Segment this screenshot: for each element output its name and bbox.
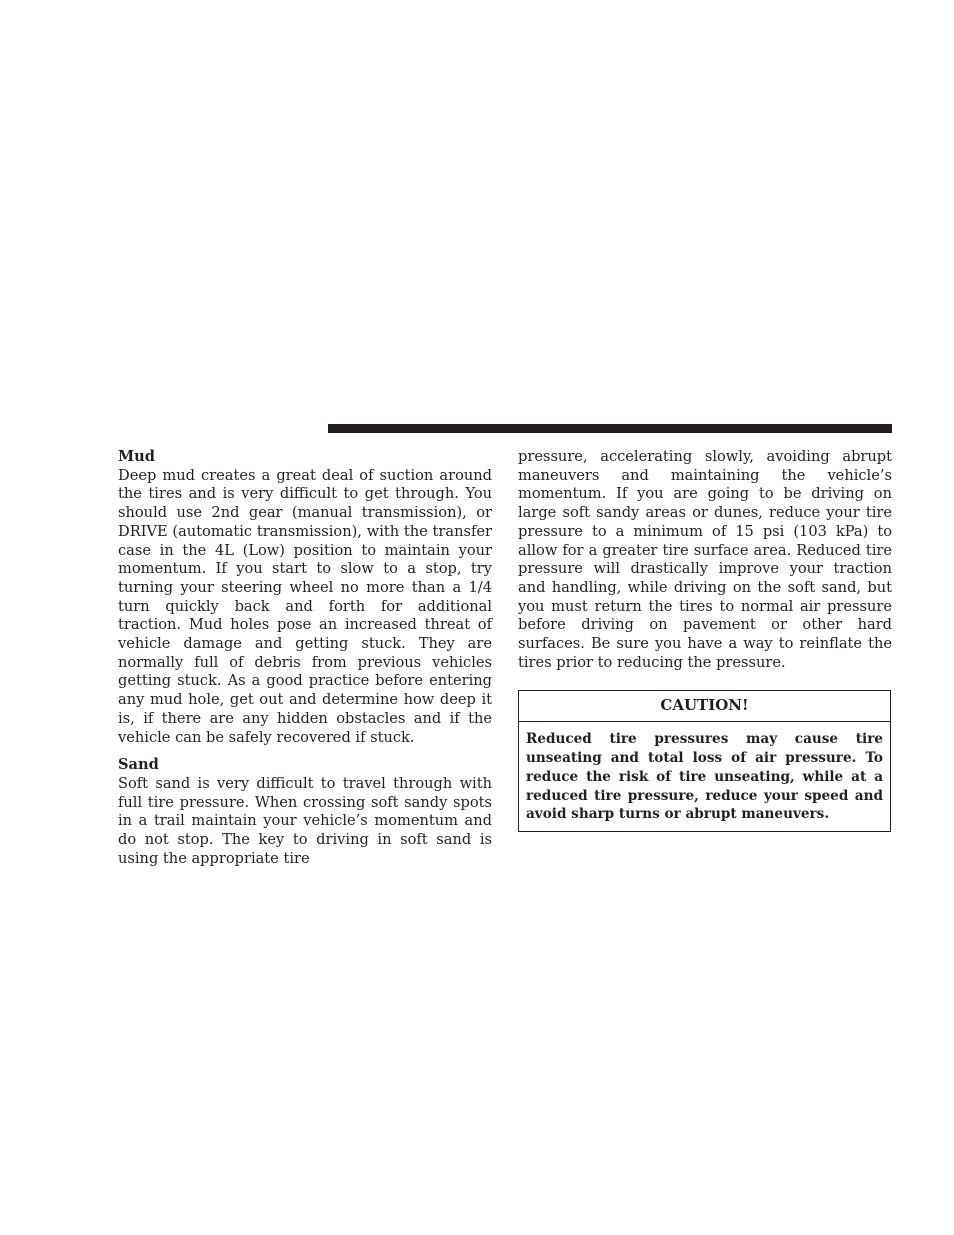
sand-paragraph: Soft sand is very difficult to travel through with full tire pressure. When crossing soft sandy spots in a trail maintain your vehicle’s momentum and do not stop. The key to driving in soft sand is using the appropriate tire xyxy=(118,774,492,867)
sand-heading: Sand xyxy=(118,756,159,774)
caution-title: CAUTION! xyxy=(519,691,890,722)
mud-heading: Mud xyxy=(118,448,155,465)
right-column xyxy=(518,448,892,832)
section-header-rule xyxy=(328,424,892,433)
caution-text: Reduced tire pressures may cause tire unseating and total loss of air pressure. To reduce the risk of tire unseating, while at a reduced tire pressure, reduce your speed and avoid sharp turns or abrupt maneuvers. xyxy=(526,731,883,823)
sand-paragraph-continued: pressure, accelerating slowly, avoiding abrupt maneuvers and maintaining the vehicle’s momentum. If you are going to be driving on large soft sandy areas or dunes, reduce your tire pressure to a minimum of 15 psi (103 kPa) to allow for a greater tire surface area. Reduced tire pressure will drastically improve your traction and handling, while driving on the soft sand, but you must return the tires to normal air pressure before driving on pavement or other hard surfaces. Be sure you have a way to reinflate the tires prior to reducing the pressure. xyxy=(518,448,892,671)
left-column xyxy=(118,448,492,868)
mud-paragraph: Deep mud creates a great deal of suction around the tires and is very difficult to get through. You should use 2nd gear (manual transmission), or DRIVE (automatic transmission), with the transfer case in the 4L (Low) position to maintain your momentum. If you start to slow to a stop, try turning your steering wheel no more than a 1/4 turn quickly back and forth for additional traction. Mud holes pose an increased threat of vehicle damage and getting stuck. They are normally full of debris from previous vehicles getting stuck. As a good practice before entering any mud hole, get out and determine how deep it is, if there are any hidden obstacles and if the vehicle can be safely recovered if stuck. xyxy=(118,466,492,746)
caution-box xyxy=(518,690,891,832)
